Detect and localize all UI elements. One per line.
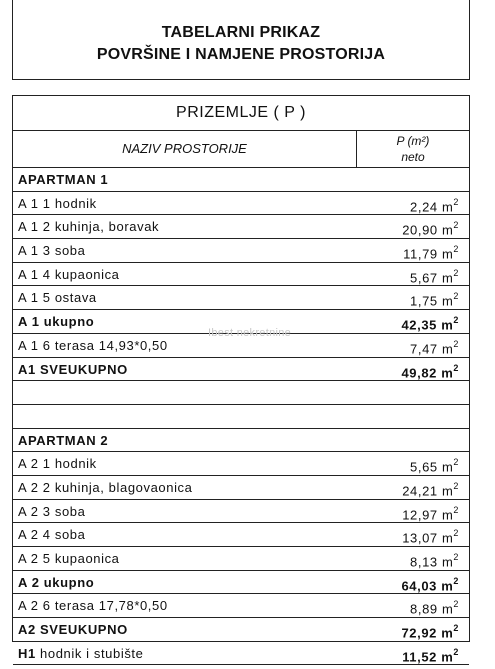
table-body: [13, 168, 469, 665]
room-name: A1 SVEUKUPNO: [18, 361, 128, 377]
room-area-table: [12, 95, 470, 665]
column-header-name: NAZIV PROSTORIJE: [13, 131, 357, 167]
table-row: [13, 523, 469, 547]
document-subtitle: POVRŠINE I NAMJENE PROSTORIJA: [96, 46, 386, 63]
table-row: [13, 168, 469, 192]
room-area-value: 5,67 $m^2$: [410, 267, 459, 286]
table-row: [13, 618, 469, 642]
room-name: A 2 1 hodnik: [18, 456, 97, 472]
room-area-value: 7,47 $m^2$: [410, 338, 459, 357]
column-header-area-net: neto: [401, 150, 425, 164]
room-area-value: 11,79 $m^2$: [403, 244, 459, 262]
room-area-value: 20,90 $m^2$: [402, 220, 459, 238]
table-header: [13, 131, 469, 168]
room-name: A 1 ukupno: [18, 314, 95, 330]
table-row: [13, 547, 469, 571]
room-name: APARTMAN 2: [18, 432, 109, 448]
table-row: [13, 571, 469, 595]
table-row: [13, 192, 469, 216]
room-area-value: 13,07 $m^2$: [402, 528, 459, 546]
room-area-value: 8,13 $m^2$: [410, 552, 459, 570]
room-name: A 1 5 ostava: [18, 290, 97, 306]
room-name: A 2 6 terasa 17,78*0,50: [18, 598, 168, 614]
room-area-value: 42,35 $m^2$: [401, 315, 459, 333]
table-row: [13, 358, 469, 382]
room-area-value: 1,75 $m^2$: [410, 291, 459, 309]
room-name: A 2 5 kupaonica: [18, 551, 120, 566]
table-row: [13, 239, 469, 263]
room-area-value: 11,52 $m^2$: [402, 646, 459, 665]
room-name: A 2 2 kuhinja, blagovaonica: [18, 479, 193, 495]
column-header-area-unit: P (m²): [396, 134, 430, 148]
room-name: APARTMAN 1: [18, 172, 109, 187]
watermark: Ibest nekretnine: [208, 327, 292, 339]
table-row: [13, 263, 469, 287]
room-area-value: 2,24 $m^2$: [410, 196, 459, 215]
room-area-value: 12,97 $m^2$: [402, 504, 459, 522]
room-name: A 2 3 soba: [18, 503, 86, 519]
empty-row: [13, 381, 469, 405]
room-area-value: 49,82 $m^2$: [401, 362, 459, 380]
table-row: [13, 452, 469, 476]
room-area-value: 64,03 $m^2$: [401, 575, 459, 594]
empty-row: [13, 405, 469, 429]
table-row: [13, 476, 469, 500]
room-area-value: 5,65 $m^2$: [410, 457, 459, 475]
room-name: A 1 1 hodnik: [18, 195, 97, 211]
room-name: H1 hodnik i stubište: [18, 645, 144, 661]
table-row: [13, 215, 469, 239]
room-area-value: 8,89 $m^2$: [410, 599, 459, 617]
table-row: [13, 642, 469, 666]
room-name: A 1 2 kuhinja, boravak: [18, 219, 160, 235]
room-area-value: 72,92 $m^2$: [401, 623, 459, 641]
table-row: [13, 500, 469, 524]
room-area-value: 24,21 $m^2$: [402, 480, 459, 499]
table-row: [13, 594, 469, 618]
room-name: A 2 ukupno: [18, 574, 95, 590]
room-name: A 2 4 soba: [18, 527, 86, 543]
title-box: [12, 0, 470, 80]
room-name: A2 SVEUKUPNO: [18, 622, 128, 638]
column-header-area: [357, 131, 469, 167]
room-name: A 1 6 terasa 14,93*0,50: [18, 337, 168, 353]
room-name: A 1 4 kupaonica: [18, 266, 120, 282]
floor-label: PRIZEMLJE ( P ): [13, 96, 469, 131]
table-row: [13, 429, 469, 453]
document-title: TABELARNI PRIKAZ: [161, 24, 321, 41]
room-name: A 1 3 soba: [18, 243, 86, 259]
table-row: [13, 286, 469, 310]
